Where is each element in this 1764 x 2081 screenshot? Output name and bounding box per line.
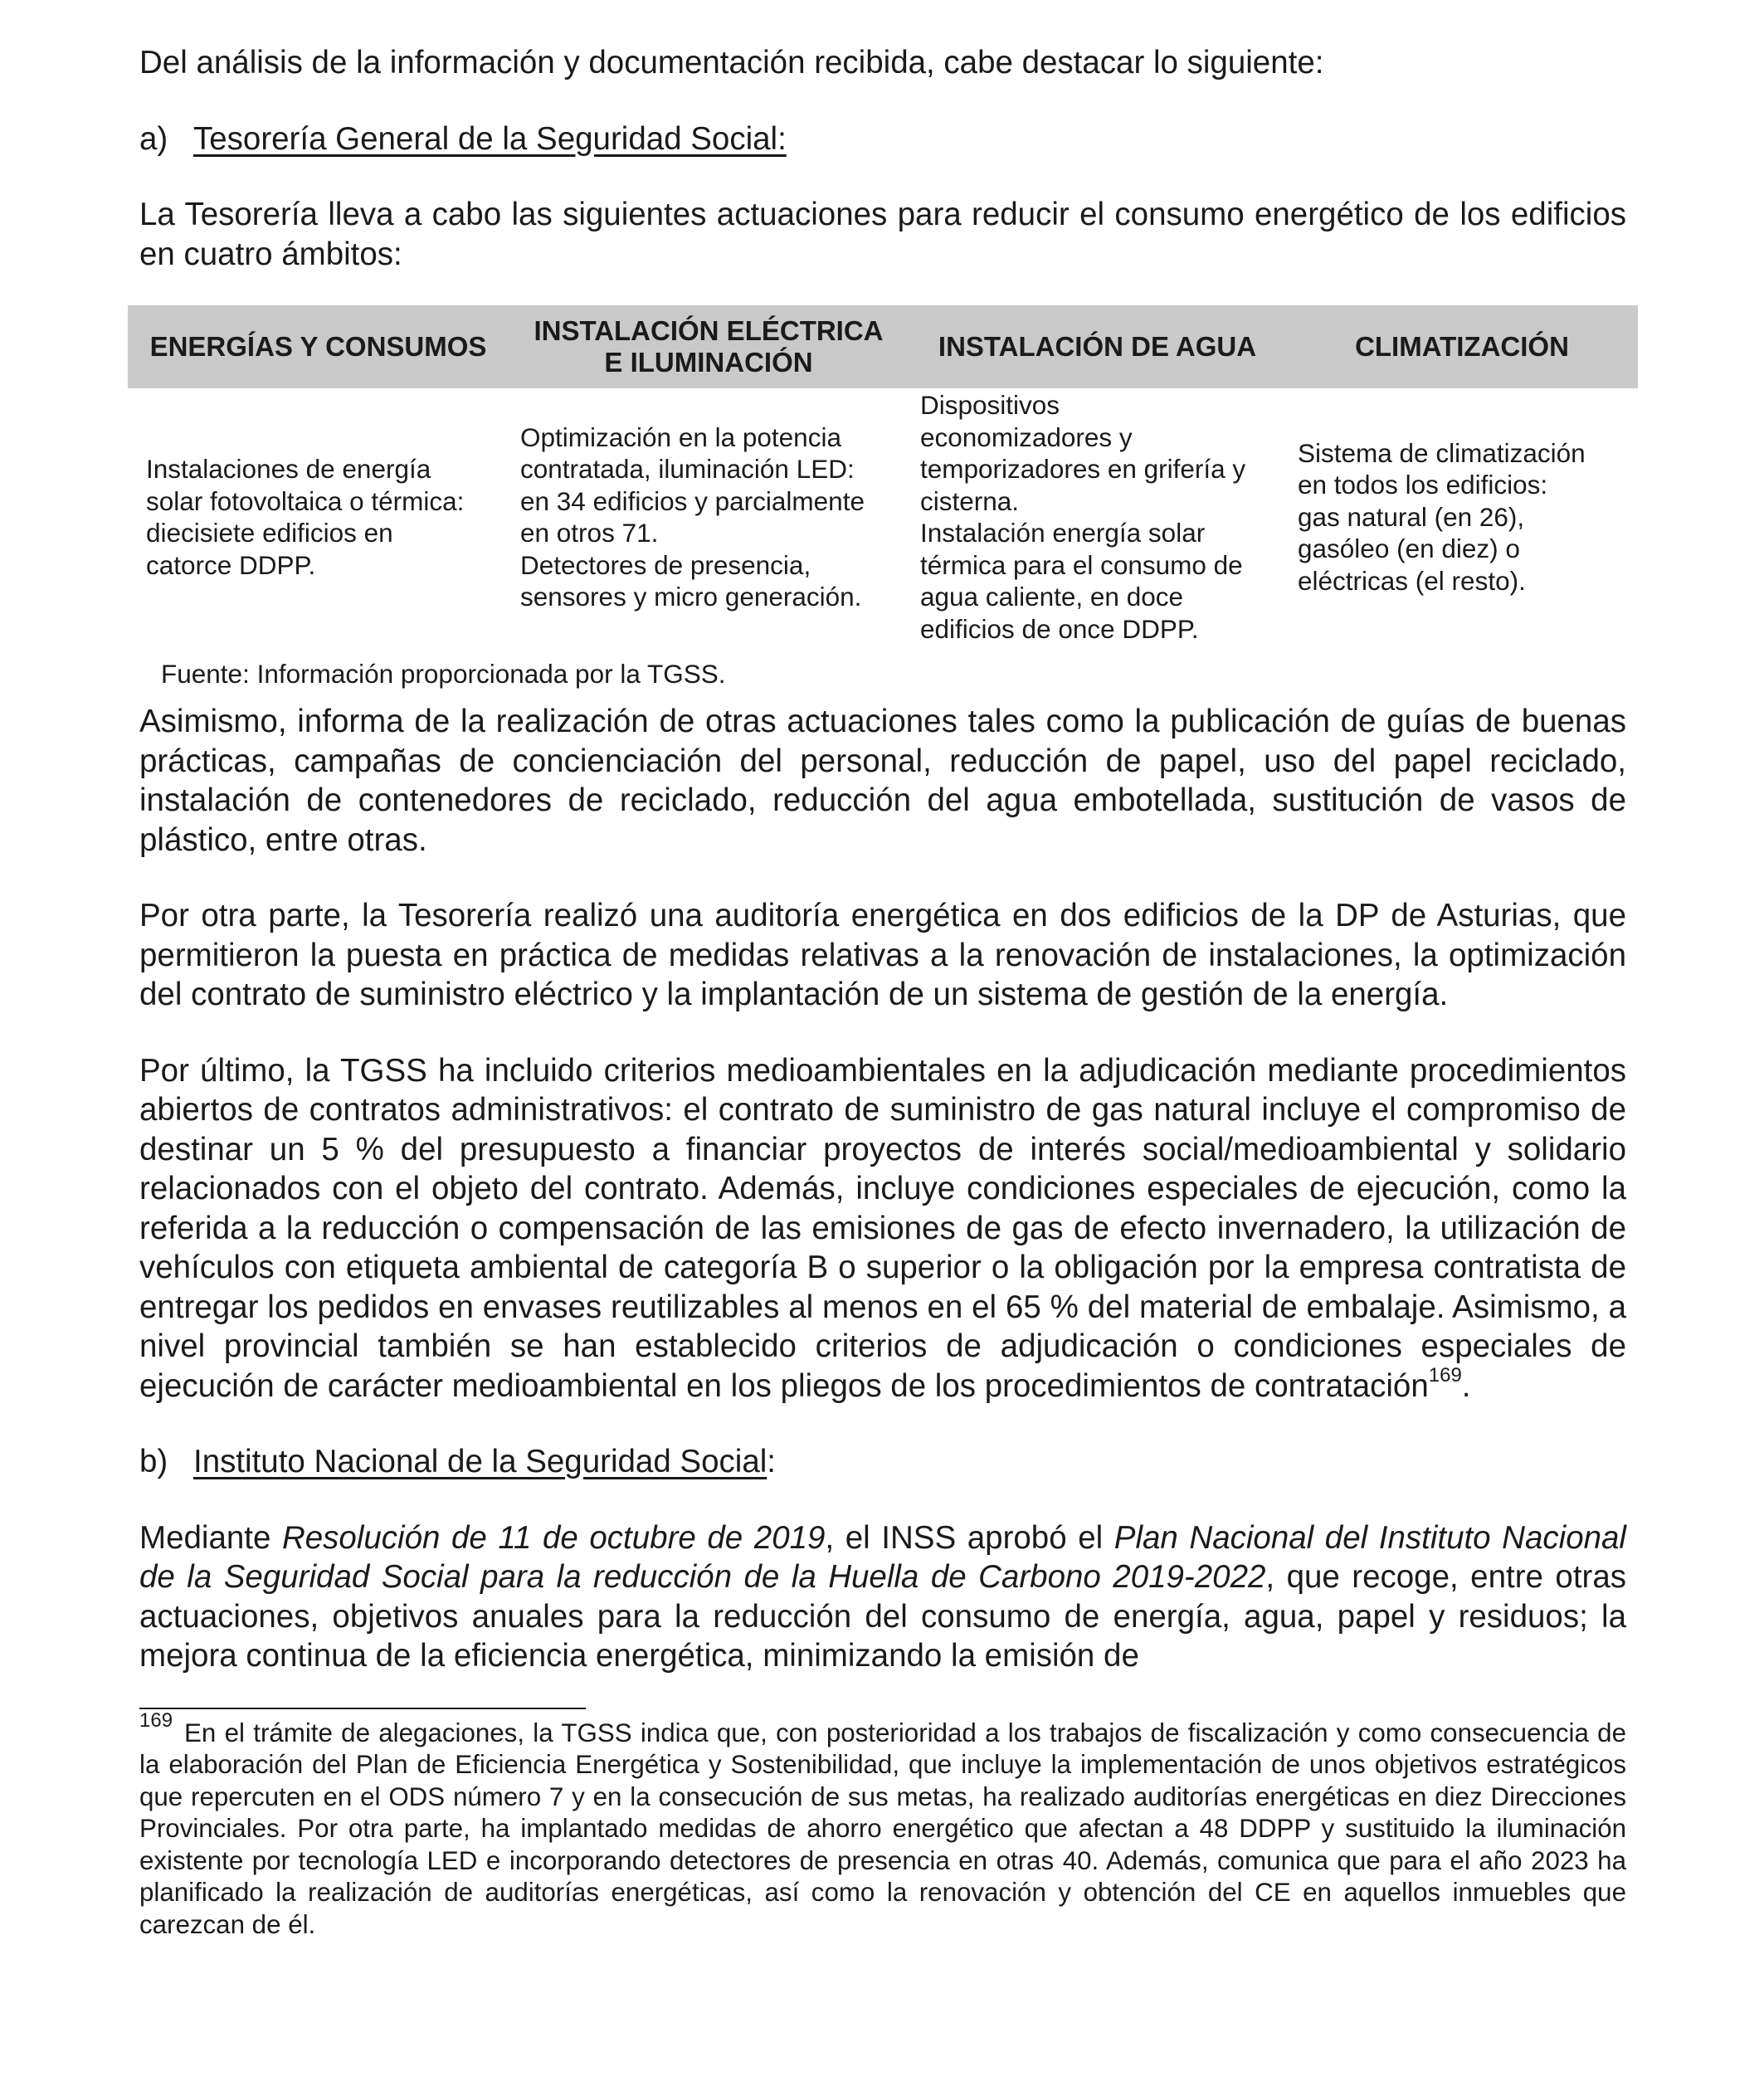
table-header-climatizacion: CLIMATIZACIÓN xyxy=(1286,305,1638,388)
inss-text: Mediante xyxy=(139,1519,282,1556)
footnote-ref[interactable]: 169 xyxy=(1428,1363,1462,1387)
cell-line: térmica para el consumo de xyxy=(920,549,1243,580)
table-row xyxy=(128,388,1638,646)
footnote-text: En el trámite de alegaciones, la TGSS indica que, con posterioridad a los trabajos de fiscalización y como consecuencia de la elaboración del Plan de Eficiencia Energética y Sostenibilidad, que incluye la implementación de unos objetivos estratégicos que repercuten en el ODS número 7 y en la consecución de sus metas, ha realizado auditorías energéticas en diez Direcciones Provinciales. Por otra parte, ha implantado medidas de ahorro energético que afectan a 48 DDPP y sustituido la iluminación existente por tecnología LED e incorporando detectores de presencia en otras 40. Además, comunica que para el año 2023 ha planificado la realización de auditorías energéticas, así como la renovación y obtención del CE en aquellos inmuebles que carezcan de él. xyxy=(139,1718,1626,1940)
table-header-instalacion-agua: INSTALACIÓN DE AGUA xyxy=(909,305,1286,388)
section-a-title: Tesorería General de la Seguridad Social: xyxy=(193,120,787,157)
table-cell-agua xyxy=(909,388,1286,646)
cell-line: eléctricas (el resto). xyxy=(1298,565,1526,596)
ultimo-text: Por último, la TGSS ha incluido criterios medioambientales en la adjudicación mediante procedimientos abiertos de contratos administrativos: el contrato de suministro de gas natural incluye el compromiso de destinar un 5 % del presupuesto a financiar proyectos de interés social/medioambiental y solidario relacionados con el objeto del contrato. Además, incluye condiciones especiales de ejecución, como la referida a la reducción o compensación de las emisiones de gas de efecto invernadero, la utilización de vehículos con etiqueta ambiental de categoría B o superior o la obligación por la empresa contratista de entregar los pedidos en envases reutilizables al menos en el 65 % del material de embalaje. Asimismo, a nivel provincial también se han establecido criterios de adjudicación o condiciones especiales de ejecución de carácter medioambiental en los pliegos de los procedimientos de contratación xyxy=(139,1052,1626,1404)
inss-paragraph xyxy=(139,1518,1626,1676)
cell-line: economizadores y xyxy=(920,422,1133,452)
ultimo-paragraph xyxy=(139,1051,1626,1406)
header-line: E ILUMINACIÓN xyxy=(604,347,813,378)
document-page xyxy=(139,43,1626,1942)
cell-line: temporizadores en grifería y xyxy=(920,454,1246,484)
section-b-marker: b) xyxy=(139,1444,168,1479)
cell-line: agua caliente, en doce xyxy=(920,582,1183,612)
intro-paragraph: Del análisis de la información y documentación recibida, cabe destacar lo siguiente: xyxy=(139,45,1324,80)
section-b-colon: : xyxy=(767,1444,776,1479)
cell-line: Sistema de climatización xyxy=(1298,437,1586,468)
cell-line: gasóleo (en diez) o xyxy=(1298,534,1520,564)
cell-line: catorce DDPP. xyxy=(146,549,316,580)
cell-line: sensores y micro generación. xyxy=(520,582,862,612)
cell-line: cisterna. xyxy=(920,485,1020,516)
cell-line: en otros 71. xyxy=(520,518,659,548)
cell-line: diecisiete edificios en xyxy=(146,518,393,548)
table-cell-electrica xyxy=(509,388,909,646)
section-a-marker: a) xyxy=(139,120,168,157)
table-source: Fuente: Información proporcionada por la TGSS. xyxy=(161,659,726,689)
table-cell-energias xyxy=(128,388,509,646)
auditoria-paragraph: Por otra parte, la Tesorería realizó una auditoría energética en dos edificios de la DP de Asturias, que permitieron la puesta en práctica de medidas relativas a la renovación de instalaciones, la optimización del contrato de suministro eléctrico y la implantación de un sistema de gestión de la energía. xyxy=(139,898,1626,1012)
table-header-instalacion-electrica xyxy=(509,305,909,388)
footnote xyxy=(139,1709,1626,1942)
table-cell-climatizacion xyxy=(1286,388,1638,646)
cell-line: en 34 edificios y parcialmente xyxy=(520,485,865,516)
inss-resolution: Resolución de 11 de octubre de 2019 xyxy=(281,1519,826,1556)
cell-line: Instalación energía solar xyxy=(920,518,1206,548)
cell-line: solar fotovoltaica o térmica: xyxy=(146,485,465,516)
cell-line: Dispositivos xyxy=(920,390,1060,420)
cell-line: Instalaciones de energía xyxy=(146,454,431,484)
table-header-energias: ENERGÍAS Y CONSUMOS xyxy=(128,305,509,388)
inss-plan-title: Plan Nacional del Instituto Nacional de la Seguridad Social para la reducción de la Huella de Carbono 2019-2022 xyxy=(139,1519,1626,1595)
inss-text: , que recoge, entre otras actuaciones, objetivos anuales para la reducción del consumo de energía, agua, papel y residuos; la mejora continua de la eficiencia energética, minimizando la emisión de xyxy=(139,1559,1627,1674)
section-b-title: Instituto Nacional de la Seguridad Social xyxy=(193,1444,767,1479)
header-line: INSTALACIÓN ELÉCTRICA xyxy=(534,315,884,346)
table-header-row xyxy=(128,305,1638,388)
cell-line: Optimización en la potencia xyxy=(520,422,841,452)
tgss-intro-paragraph: La Tesorería lleva a cabo las siguientes actuaciones para reducir el consumo energético de los edificios en cuatro ámbitos: xyxy=(139,197,1626,272)
inss-text: , el INSS aprobó el xyxy=(825,1519,1114,1556)
cell-line: contratada, iluminación LED: xyxy=(520,454,855,484)
cell-line: Detectores de presencia, xyxy=(520,549,811,580)
ultimo-end: . xyxy=(1461,1367,1471,1404)
tgss-actions-table xyxy=(128,305,1638,646)
asimismo-paragraph: Asimismo, informa de la realización de otras actuaciones tales como la publicación de guías de buenas prácticas, campañas de concienciación del personal, reducción de papel, uso del papel reciclado, instalación de contenedores de reciclado, reducción del agua embotellada, sustitución de vasos de plástico, entre otras. xyxy=(139,704,1626,858)
section-b-heading xyxy=(139,1442,1626,1482)
cell-line: edificios de once DDPP. xyxy=(920,613,1199,644)
footnote-separator xyxy=(139,1708,586,1709)
cell-line: gas natural (en 26), xyxy=(1298,501,1525,532)
section-a-heading xyxy=(139,119,1626,159)
footnote-number: 169 xyxy=(139,1709,173,1733)
cell-line: en todos los edificios: xyxy=(1298,470,1548,500)
section-b-title-wrap xyxy=(193,1442,776,1482)
